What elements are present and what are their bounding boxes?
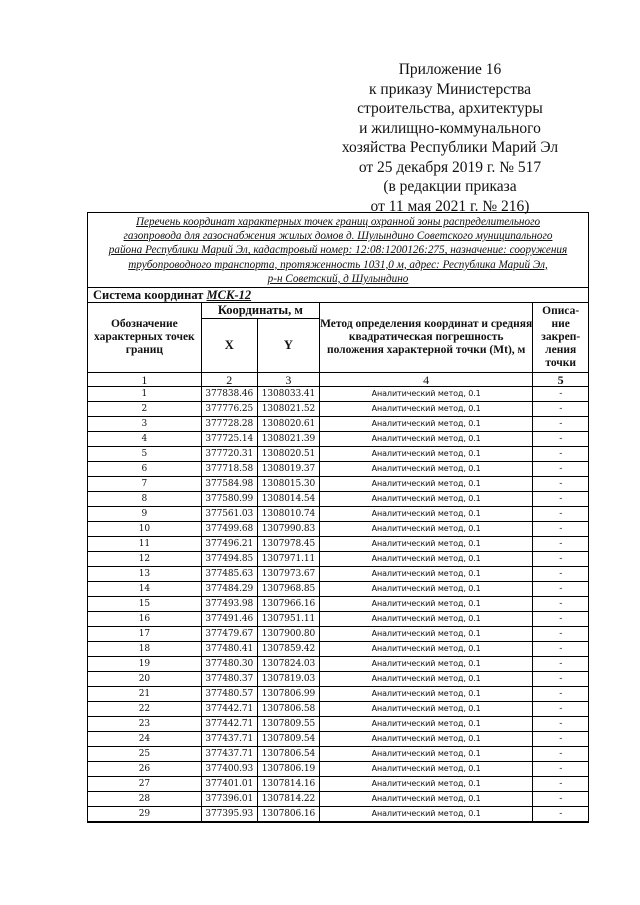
method-cell: Аналитический метод, 0.1: [319, 552, 532, 567]
point-number: 2: [88, 402, 201, 417]
header-y: Y: [257, 319, 319, 373]
method-cell: Аналитический метод, 0.1: [319, 732, 532, 747]
description-cell: -: [533, 702, 588, 717]
method-cell: Аналитический метод, 0.1: [319, 582, 532, 597]
coord-y: 1308020.51: [257, 447, 319, 462]
table-row: [88, 672, 588, 687]
description-cell: -: [533, 462, 588, 477]
table-row: [88, 447, 588, 462]
appendix-line: Приложение 16: [398, 61, 502, 78]
description-cell: -: [533, 522, 588, 537]
table-row: [88, 642, 588, 657]
point-number: 18: [88, 642, 201, 657]
coord-x: 377561.03: [201, 507, 257, 522]
table-row: [88, 627, 588, 642]
coord-x: 377401.01: [201, 777, 257, 792]
point-number: 27: [88, 777, 201, 792]
description-cell: -: [533, 507, 588, 522]
table-row: [88, 402, 588, 417]
point-number: 9: [88, 507, 201, 522]
document-title: [88, 213, 588, 288]
coord-y: 1308021.52: [257, 402, 319, 417]
point-number: 29: [88, 807, 201, 822]
description-cell: -: [533, 747, 588, 762]
header-description: Описа-ние закреп-ления точки: [533, 303, 588, 373]
description-cell: -: [533, 552, 588, 567]
point-number: 5: [88, 447, 201, 462]
coord-x: 377480.41: [201, 642, 257, 657]
method-cell: Аналитический метод, 0.1: [319, 567, 532, 582]
coord-x: 377442.71: [201, 717, 257, 732]
coord-y: 1307814.22: [257, 792, 319, 807]
coordinates-document: [87, 212, 589, 823]
description-cell: -: [533, 627, 588, 642]
point-number: 14: [88, 582, 201, 597]
description-cell: -: [533, 732, 588, 747]
description-cell: -: [533, 672, 588, 687]
title-line: р-н Советский, д Шулындино: [267, 272, 409, 285]
description-cell: -: [533, 567, 588, 582]
coordinate-system-label: Система координат: [93, 288, 207, 303]
table-row: [88, 612, 588, 627]
point-number: 24: [88, 732, 201, 747]
coord-x: 377485.63: [201, 567, 257, 582]
column-number: 2: [201, 373, 257, 387]
coord-x: 377480.57: [201, 687, 257, 702]
method-cell: Аналитический метод, 0.1: [319, 657, 532, 672]
coord-x: 377718.58: [201, 462, 257, 477]
coord-y: 1307809.54: [257, 732, 319, 747]
coord-y: 1308021.39: [257, 432, 319, 447]
appendix-line: к приказу Министерства: [369, 80, 531, 98]
table-row: [88, 477, 588, 492]
description-cell: -: [533, 432, 588, 447]
coord-y: 1308020.61: [257, 417, 319, 432]
point-number: 25: [88, 747, 201, 762]
point-number: 13: [88, 567, 201, 582]
coord-x: 377584.98: [201, 477, 257, 492]
method-cell: Аналитический метод, 0.1: [319, 762, 532, 777]
point-number: 19: [88, 657, 201, 672]
description-cell: -: [533, 582, 588, 597]
method-cell: Аналитический метод, 0.1: [319, 477, 532, 492]
table-row: [88, 702, 588, 717]
coord-x: 377499.68: [201, 522, 257, 537]
point-number: 26: [88, 762, 201, 777]
coord-y: 1307819.03: [257, 672, 319, 687]
point-number: 7: [88, 477, 201, 492]
description-cell: -: [533, 597, 588, 612]
coord-x: 377493.98: [201, 597, 257, 612]
coord-y: 1307806.58: [257, 702, 319, 717]
point-number: 20: [88, 672, 201, 687]
description-cell: -: [533, 717, 588, 732]
table-row: [88, 762, 588, 777]
description-cell: -: [533, 777, 588, 792]
table-row: [88, 507, 588, 522]
coord-y: 1307990.83: [257, 522, 319, 537]
coord-y: 1307971.11: [257, 552, 319, 567]
coord-x: 377442.71: [201, 702, 257, 717]
column-number: 3: [257, 373, 319, 387]
table-row: [88, 657, 588, 672]
method-cell: Аналитический метод, 0.1: [319, 387, 532, 402]
table-row: [88, 717, 588, 732]
appendix-line: хозяйства Республики Марий Эл: [341, 139, 559, 156]
point-number: 4: [88, 432, 201, 447]
point-number: 1: [88, 387, 201, 402]
point-number: 15: [88, 597, 201, 612]
coord-x: 377725.14: [201, 432, 257, 447]
header-method: Метод определения координат и средняя квадратическая погрешность положения характерной точки (Mt), м: [319, 303, 532, 373]
method-cell: Аналитический метод, 0.1: [319, 627, 532, 642]
column-number: 4: [319, 373, 532, 387]
description-cell: -: [533, 492, 588, 507]
coord-x: 377776.25: [201, 402, 257, 417]
method-cell: Аналитический метод, 0.1: [319, 717, 532, 732]
coord-y: 1307806.19: [257, 762, 319, 777]
table-row: [88, 807, 588, 822]
description-cell: -: [533, 657, 588, 672]
coord-x: 377437.71: [201, 732, 257, 747]
method-cell: Аналитический метод, 0.1: [319, 447, 532, 462]
description-cell: -: [533, 687, 588, 702]
point-number: 28: [88, 792, 201, 807]
appendix-header: [330, 60, 570, 216]
coord-y: 1307806.54: [257, 747, 319, 762]
method-cell: Аналитический метод, 0.1: [319, 807, 532, 822]
table-row: [88, 687, 588, 702]
method-cell: Аналитический метод, 0.1: [319, 402, 532, 417]
header-coordinates: Координаты, м: [201, 303, 319, 319]
coord-x: 377479.67: [201, 627, 257, 642]
coord-x: 377395.93: [201, 807, 257, 822]
column-numbers-row: [88, 373, 588, 387]
table-row: [88, 462, 588, 477]
table-row: [88, 417, 588, 432]
appendix-line: от 11 мая 2021 г. № 216): [370, 197, 530, 215]
header-designation: Обозначение характерных точек границ: [88, 303, 201, 373]
description-cell: -: [533, 537, 588, 552]
table-row: [88, 492, 588, 507]
title-line: района Республики Марий Эл, кадастровый номер: 12:08:1200126:275, назначение: сооружения: [108, 244, 568, 257]
description-cell: -: [533, 612, 588, 627]
method-cell: Аналитический метод, 0.1: [319, 672, 532, 687]
coord-x: 377496.21: [201, 537, 257, 552]
table-row: [88, 537, 588, 552]
appendix-line: от 25 декабря 2019 г. № 517: [358, 158, 542, 176]
method-cell: Аналитический метод, 0.1: [319, 777, 532, 792]
coord-y: 1307978.45: [257, 537, 319, 552]
coord-y: 1308015.30: [257, 477, 319, 492]
description-cell: -: [533, 792, 588, 807]
description-cell: -: [533, 762, 588, 777]
point-number: 10: [88, 522, 201, 537]
method-cell: Аналитический метод, 0.1: [319, 747, 532, 762]
table-row: [88, 597, 588, 612]
table-row: [88, 732, 588, 747]
method-cell: Аналитический метод, 0.1: [319, 792, 532, 807]
table-row: [88, 432, 588, 447]
table-row: [88, 582, 588, 597]
coord-x: 377838.46: [201, 387, 257, 402]
table-row: [88, 387, 588, 402]
title-line: трубопроводного транспорта, протяженность 1031,0 м, адрес: Республика Марий Эл,: [128, 258, 548, 271]
table-row: [88, 522, 588, 537]
method-cell: Аналитический метод, 0.1: [319, 687, 532, 702]
title-line: газопровода для газоснабжения жилых домов д. Шулындино Советского муниципального: [123, 230, 553, 243]
method-cell: Аналитический метод, 0.1: [319, 702, 532, 717]
coord-x: 377580.99: [201, 492, 257, 507]
method-cell: Аналитический метод, 0.1: [319, 642, 532, 657]
coordinate-system-value: МСК-12: [206, 288, 252, 303]
table-row: [88, 552, 588, 567]
coord-x: 377720.31: [201, 447, 257, 462]
table-row: [88, 792, 588, 807]
coord-y: 1307859.42: [257, 642, 319, 657]
coordinates-rows: [88, 387, 588, 822]
coord-y: 1307824.03: [257, 657, 319, 672]
appendix-line: (в редакции приказа: [383, 178, 517, 195]
table-row: [88, 567, 588, 582]
coord-x: 377400.93: [201, 762, 257, 777]
point-number: 21: [88, 687, 201, 702]
coord-y: 1308014.54: [257, 492, 319, 507]
coord-y: 1308019.37: [257, 462, 319, 477]
point-number: 3: [88, 417, 201, 432]
table-row: [88, 777, 588, 792]
point-number: 16: [88, 612, 201, 627]
coord-x: 377480.37: [201, 672, 257, 687]
method-cell: Аналитический метод, 0.1: [319, 507, 532, 522]
coord-x: 377484.29: [201, 582, 257, 597]
description-cell: -: [533, 387, 588, 402]
method-cell: Аналитический метод, 0.1: [319, 462, 532, 477]
appendix-line: строительства, архитектуры: [357, 100, 543, 117]
description-cell: -: [533, 417, 588, 432]
coord-x: 377396.01: [201, 792, 257, 807]
column-number: 1: [88, 373, 201, 387]
header-x: X: [201, 319, 257, 373]
point-number: 8: [88, 492, 201, 507]
point-number: 17: [88, 627, 201, 642]
description-cell: -: [533, 402, 588, 417]
point-number: 6: [88, 462, 201, 477]
description-cell: -: [533, 447, 588, 462]
coord-y: 1307806.16: [257, 807, 319, 822]
appendix-line: и жилищно-коммунального: [359, 119, 541, 137]
point-number: 23: [88, 717, 201, 732]
coord-y: 1307806.99: [257, 687, 319, 702]
coord-x: 377491.46: [201, 612, 257, 627]
description-cell: -: [533, 807, 588, 822]
coord-x: 377728.28: [201, 417, 257, 432]
coordinate-system: [88, 288, 588, 303]
point-number: 12: [88, 552, 201, 567]
description-cell: -: [533, 477, 588, 492]
point-number: 22: [88, 702, 201, 717]
description-cell: -: [533, 642, 588, 657]
coord-y: 1307951.11: [257, 612, 319, 627]
method-cell: Аналитический метод, 0.1: [319, 432, 532, 447]
coord-y: 1307968.85: [257, 582, 319, 597]
coordinates-table: [88, 303, 588, 822]
coord-x: 377480.30: [201, 657, 257, 672]
coord-x: 377437.71: [201, 747, 257, 762]
method-cell: Аналитический метод, 0.1: [319, 417, 532, 432]
coord-y: 1307973.67: [257, 567, 319, 582]
method-cell: Аналитический метод, 0.1: [319, 597, 532, 612]
coord-y: 1307966.16: [257, 597, 319, 612]
coord-x: 377494.85: [201, 552, 257, 567]
column-number: 5: [533, 373, 588, 387]
coord-y: 1308033.41: [257, 387, 319, 402]
coord-y: 1307814.16: [257, 777, 319, 792]
coord-y: 1307900.80: [257, 627, 319, 642]
method-cell: Аналитический метод, 0.1: [319, 612, 532, 627]
table-row: [88, 747, 588, 762]
method-cell: Аналитический метод, 0.1: [319, 492, 532, 507]
title-line: Перечень координат характерных точек границ охранной зоны распределительного: [135, 216, 541, 228]
method-cell: Аналитический метод, 0.1: [319, 537, 532, 552]
coord-y: 1308010.74: [257, 507, 319, 522]
method-cell: Аналитический метод, 0.1: [319, 522, 532, 537]
coord-y: 1307809.55: [257, 717, 319, 732]
point-number: 11: [88, 537, 201, 552]
